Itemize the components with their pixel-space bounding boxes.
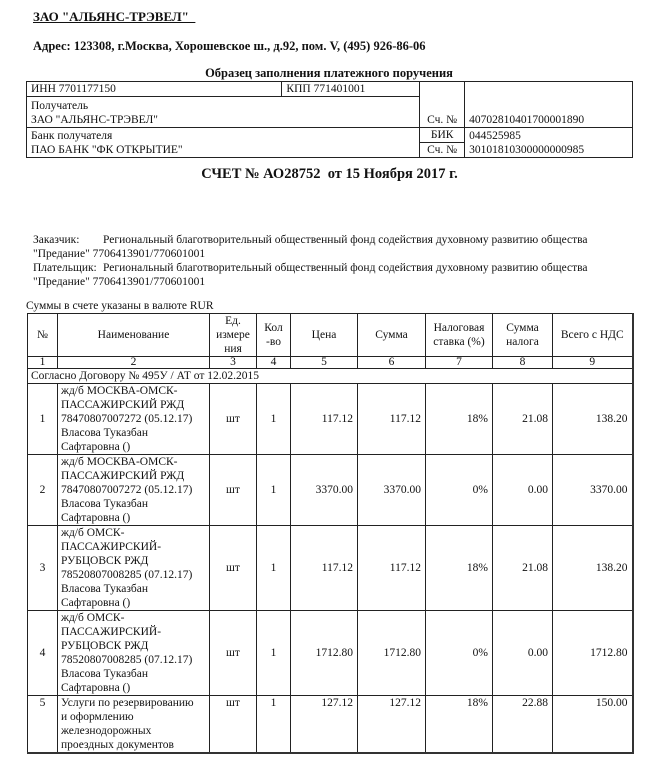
currency-note: Суммы в счете указаны в валюте RUR bbox=[26, 300, 214, 312]
item-unit: шт bbox=[210, 526, 257, 611]
item-price: 117.12 bbox=[291, 526, 358, 611]
recipient-name: ЗАО "АЛЬЯНС-ТРЭВЕЛ" bbox=[31, 114, 158, 126]
col-header-tax-rate: Налоговая ставка (%) bbox=[426, 314, 493, 357]
item-tax-sum: 0.00 bbox=[493, 611, 553, 696]
column-number: 9 bbox=[553, 357, 633, 369]
item-name-line: 78470807007272 (05.12.17) bbox=[61, 484, 193, 496]
table-row bbox=[28, 384, 633, 455]
corr-account: 30101810300000000985 bbox=[465, 143, 633, 158]
customer-label: Заказчик: bbox=[33, 234, 80, 246]
item-sum: 117.12 bbox=[358, 384, 426, 455]
item-name-line: и оформлению bbox=[61, 711, 134, 723]
item-price: 3370.00 bbox=[291, 455, 358, 526]
bik-label: БИК bbox=[420, 128, 465, 143]
item-name-line: ПАССАЖИРСКИЙ РЖД bbox=[61, 399, 185, 411]
col-header-number: № bbox=[28, 314, 58, 357]
row-number: 3 bbox=[28, 526, 58, 611]
bank-label: Банк получателя bbox=[27, 128, 420, 143]
item-name-line: жд/б МОСКВА-ОМСК- bbox=[61, 456, 178, 468]
bank-name: ПАО БАНК "ФК ОТКРЫТИЕ" bbox=[27, 143, 420, 158]
customer-block bbox=[33, 233, 643, 261]
column-number: 7 bbox=[426, 357, 493, 369]
column-number-row bbox=[28, 357, 633, 369]
table-row bbox=[28, 526, 633, 611]
item-sum: 1712.80 bbox=[358, 611, 426, 696]
item-tax-rate: 0% bbox=[426, 455, 493, 526]
account-label: Сч. № bbox=[420, 97, 465, 128]
item-name bbox=[58, 696, 210, 754]
corr-account-label: Сч. № bbox=[420, 143, 465, 158]
col-header-sum: Сумма bbox=[358, 314, 426, 357]
item-name-line: Власова Туказбан bbox=[61, 427, 148, 439]
header-row bbox=[28, 314, 633, 357]
column-number: 4 bbox=[257, 357, 291, 369]
column-number: 6 bbox=[358, 357, 426, 369]
item-total: 150.00 bbox=[553, 696, 633, 754]
item-name-line: 78520807008285 (07.12.17) bbox=[61, 569, 193, 581]
item-tax-rate: 18% bbox=[426, 526, 493, 611]
item-qty: 1 bbox=[257, 384, 291, 455]
item-name-line: РУБЦОВСК РЖД bbox=[61, 555, 149, 567]
item-total: 3370.00 bbox=[553, 455, 633, 526]
inn: ИНН 7701177150 bbox=[27, 82, 282, 97]
kpp: КПП 771401001 bbox=[282, 82, 420, 97]
invoice-title: СЧЕТ № АО28752 от 15 Ноября 2017 г. bbox=[201, 166, 458, 182]
item-name-line: Власова Туказбан bbox=[61, 668, 148, 680]
item-name-line: Власова Туказбан bbox=[61, 498, 148, 510]
item-name bbox=[58, 455, 210, 526]
item-name-line: Сафтаровна () bbox=[61, 512, 131, 524]
item-name-line: проездных документов bbox=[61, 739, 174, 751]
row-number: 1 bbox=[28, 384, 58, 455]
company-address: Адрес: 123308, г.Москва, Хорошевское ш., д.92, пом. V, (495) 926-86-06 bbox=[33, 39, 426, 53]
item-tax-rate: 18% bbox=[426, 384, 493, 455]
row-number: 2 bbox=[28, 455, 58, 526]
item-name-line: Сафтаровна () bbox=[61, 597, 131, 609]
item-qty: 1 bbox=[257, 455, 291, 526]
item-name-line: ПАССАЖИРСКИЙ РЖД bbox=[61, 470, 185, 482]
col-header-tax-sum: Сумма налога bbox=[493, 314, 553, 357]
payer-line2: "Предание" 7706413901/770601001 bbox=[33, 276, 206, 288]
payer-line1: Региональный благотворительный общественный фонд содействия духовному развитию общества bbox=[103, 262, 588, 274]
table-row bbox=[28, 455, 633, 526]
customer-line2: "Предание" 7706413901/770601001 bbox=[33, 248, 206, 260]
item-sum: 3370.00 bbox=[358, 455, 426, 526]
item-qty: 1 bbox=[257, 611, 291, 696]
item-name-line: жд/б ОМСК- bbox=[61, 527, 125, 539]
item-total: 1712.80 bbox=[553, 611, 633, 696]
payment-sample-title: Образец заполнения платежного поручения bbox=[205, 66, 453, 80]
item-tax-sum: 0.00 bbox=[493, 455, 553, 526]
item-tax-sum: 22.88 bbox=[493, 696, 553, 754]
item-name-line: Услуги по резервированию bbox=[61, 697, 194, 709]
item-unit: шт bbox=[210, 611, 257, 696]
item-name-line: ПАССАЖИРСКИЙ- bbox=[61, 541, 162, 553]
recipient bbox=[27, 97, 420, 128]
col-header-price: Цена bbox=[291, 314, 358, 357]
payer-label: Плательщик: bbox=[33, 262, 97, 274]
item-tax-sum: 21.08 bbox=[493, 526, 553, 611]
row-number: 5 bbox=[28, 696, 58, 754]
contract-reference: Согласно Договору № 495У / АТ от 12.02.2015 bbox=[28, 369, 633, 384]
account-number: 40702810401700001890 bbox=[465, 97, 633, 128]
item-name-line: 78520807008285 (07.12.17) bbox=[61, 654, 193, 666]
column-number: 1 bbox=[28, 357, 58, 369]
item-name-line: Сафтаровна () bbox=[61, 682, 131, 694]
item-qty: 1 bbox=[257, 696, 291, 754]
payer-block bbox=[33, 261, 643, 289]
item-name bbox=[58, 526, 210, 611]
table-row bbox=[28, 611, 633, 696]
col-header-qty: Кол -во bbox=[257, 314, 291, 357]
item-unit: шт bbox=[210, 384, 257, 455]
item-unit: шт bbox=[210, 455, 257, 526]
col-header-total: Всего с НДС bbox=[553, 314, 633, 357]
item-name-line: железнодорожных bbox=[61, 725, 152, 737]
item-total: 138.20 bbox=[553, 526, 633, 611]
item-name-line: жд/б МОСКВА-ОМСК- bbox=[61, 385, 178, 397]
item-name bbox=[58, 611, 210, 696]
item-sum: 117.12 bbox=[358, 526, 426, 611]
item-price: 117.12 bbox=[291, 384, 358, 455]
item-sum: 127.12 bbox=[358, 696, 426, 754]
payment-details-table bbox=[26, 81, 633, 158]
column-number: 2 bbox=[58, 357, 210, 369]
item-name-line: 78470807007272 (05.12.17) bbox=[61, 413, 193, 425]
column-number: 3 bbox=[210, 357, 257, 369]
table-row bbox=[28, 696, 633, 754]
column-number: 5 bbox=[291, 357, 358, 369]
item-tax-rate: 18% bbox=[426, 696, 493, 754]
customer-line1: Региональный благотворительный общественный фонд содействия духовному развитию общества bbox=[103, 234, 588, 246]
item-tax-sum: 21.08 bbox=[493, 384, 553, 455]
invoice-items-table bbox=[27, 313, 634, 754]
column-number: 8 bbox=[493, 357, 553, 369]
item-name bbox=[58, 384, 210, 455]
col-header-name: Наименование bbox=[58, 314, 210, 357]
item-name-line: жд/б ОМСК- bbox=[61, 612, 125, 624]
item-price: 127.12 bbox=[291, 696, 358, 754]
item-qty: 1 bbox=[257, 526, 291, 611]
recipient-label: Получатель bbox=[31, 100, 89, 112]
item-tax-rate: 0% bbox=[426, 611, 493, 696]
item-name-line: ПАССАЖИРСКИЙ- bbox=[61, 626, 162, 638]
bik-value: 044525985 bbox=[465, 128, 633, 143]
item-total: 138.20 bbox=[553, 384, 633, 455]
item-name-line: Власова Туказбан bbox=[61, 583, 148, 595]
col-header-unit: Ед. измере ния bbox=[210, 314, 257, 357]
item-name-line: Сафтаровна () bbox=[61, 441, 131, 453]
item-unit: шт bbox=[210, 696, 257, 754]
row-number: 4 bbox=[28, 611, 58, 696]
item-price: 1712.80 bbox=[291, 611, 358, 696]
item-name-line: РУБЦОВСК РЖД bbox=[61, 640, 149, 652]
company-name: ЗАО "АЛЬЯНС-ТРЭВЕЛ" bbox=[33, 9, 196, 24]
contract-row bbox=[28, 369, 633, 384]
